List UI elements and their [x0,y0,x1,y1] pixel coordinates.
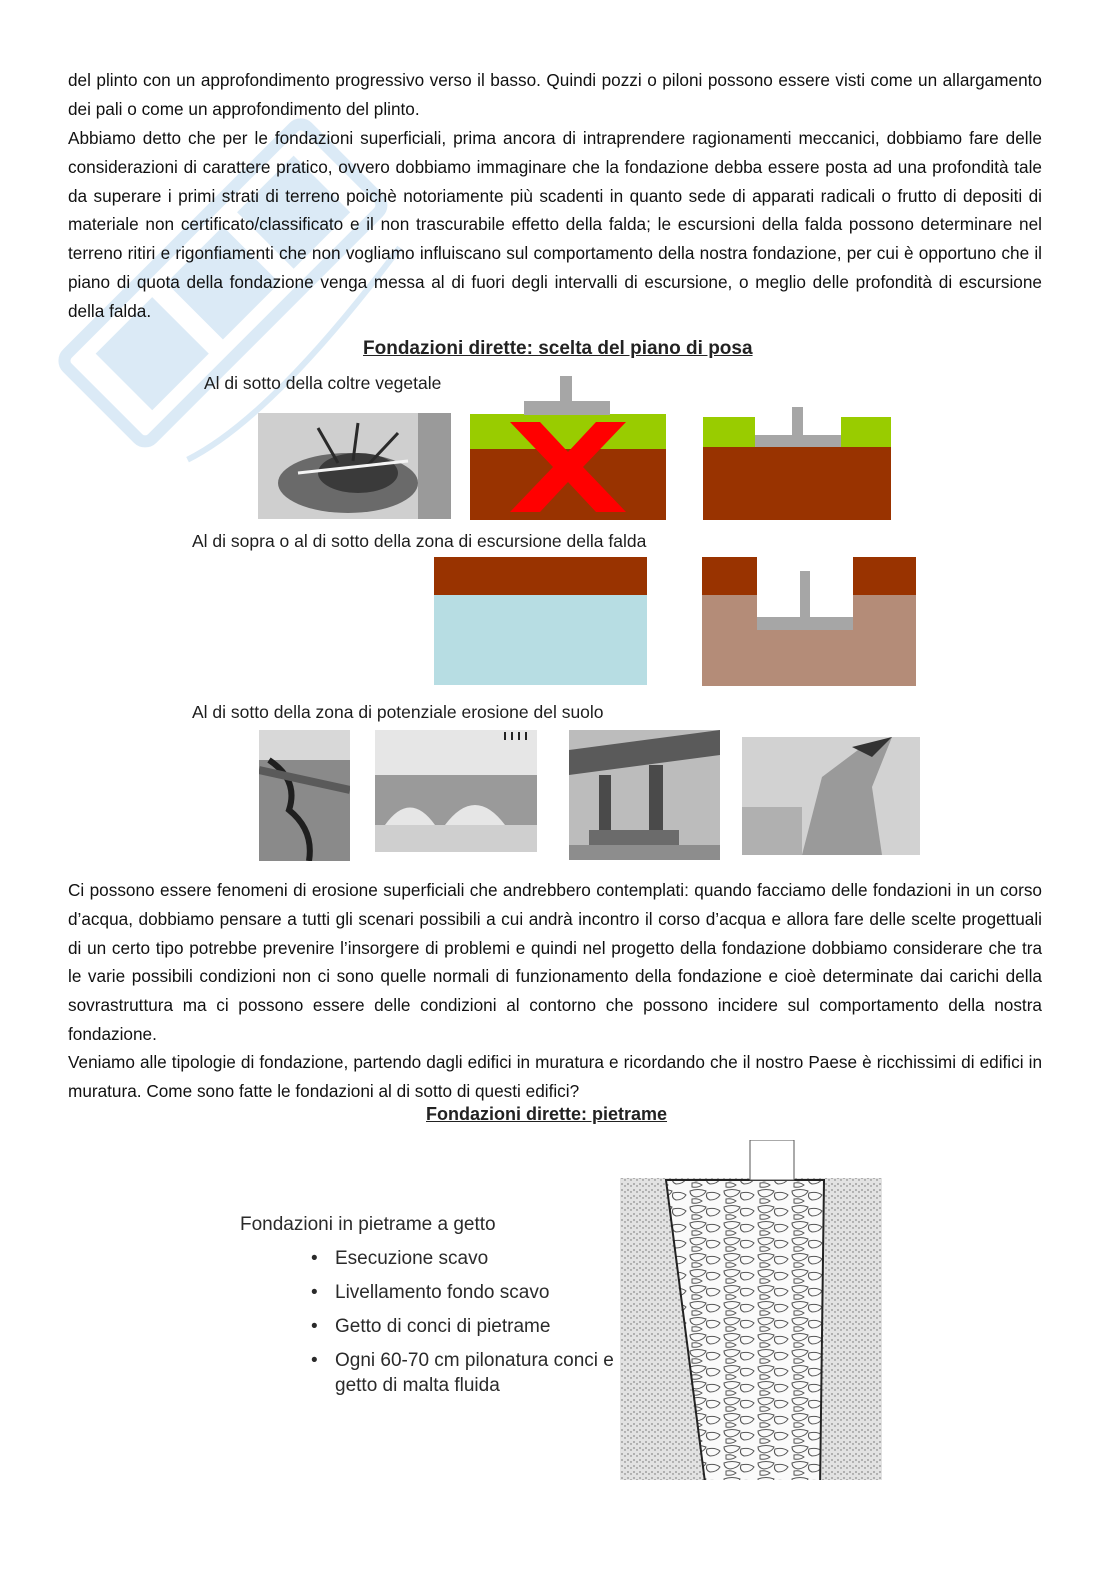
list-item: • Ogni 60-70 cm pilonatura conci e getto di malta fluida [335,1348,635,1398]
diagram-falda-below [702,557,916,686]
diagram-falda-above [434,557,647,685]
label-escursione-falda: Al di sopra o al di sotto della zona di escursione della falda [192,531,647,551]
paragraph-falda: Abbiamo detto che per le fondazioni superficiali, prima ancora di intraprendere ragionamenti meccanici, dobbiamo fare delle considerazioni di carattere pratico, ovvero dobbiamo immaginare che la fondazione debba essere posta ad una profondità tale da superare i primi strati di terreno poichè notoriamente più scadenti in quanto sede di apparati radicali o frutto di depositi di materiale non certificato/classificato e il non trascurabile effetto della falda; le escursioni della falda possono determinare nel terreno ritiri e rigonfiamenti che non vogliamo influiscano sul comportamento della nostra fondazione, per cui è opportuno che il piano di quota della fondazione venga messa al di fuori degli intervalli di escursione, o meglio delle profondità di escursione della falda. [68,128,1042,321]
list-item: • Livellamento fondo scavo [335,1280,635,1305]
label-erosione-suolo: Al di sotto della zona di potenziale erosione del suolo [192,702,604,722]
pietrame-list-title: Fondazioni in pietrame a getto [240,1214,496,1235]
list-item: • Getto di conci di pietrame [335,1314,635,1339]
photo-erosion-ditch [259,730,350,861]
pietrame-list [240,1214,635,1407]
paragraph-erosione: Ci possono essere fenomeni di erosione superficiali che andrebbero contemplati: quando facciamo delle fondazioni in un corso d’acqua, dobbiamo pensare a tutti gli scenari possibili a cui andrà incontro il corso d’acqua e allora fare delle scelte progettuali di un certo tipo potrebbe prevenire l’insorgere di problemi e quindi nel progetto della fondazione dobbiamo considerare che tra le varie possibili condizioni non ci sono quelle normali di funzionamento della fondazione e cioè determinate dai carichi della sovrastruttura ma ci possono essere delle condizioni al contorno che possono incidere sul comportamento della nostra fondazione. [68,880,1042,1044]
label-coltre-vegetale: Al di sotto della coltre vegetale [204,373,442,393]
paragraph-tipologie: Veniamo alle tipologie di fondazione, partendo dagli edifici in muratura e ricordando che il nostro Paese è ricchissimi di edifici in muratura. Come sono fatte le fondazioni al di sotto di questi edifici? [68,1052,1042,1101]
list-item: • Esecuzione scavo [335,1246,635,1271]
photo-bridge-arches [375,730,537,852]
photo-roots [258,413,451,519]
figure2-title: Fondazioni dirette: pietrame [426,1104,668,1124]
photo-bridge-piers [569,730,720,860]
diagram-good-footing [703,405,891,520]
diagram-bad-footing [470,372,666,520]
paragraph-intro: del plinto con un approfondimento progressivo verso il basso. Quindi pozzi o piloni possono essere visti come un allargamento dei pali o come un approfondimento del plinto. [68,70,1042,119]
photo-pier-scour [742,737,920,855]
figure1-title: Fondazioni dirette: scelta del piano di posa [363,338,753,359]
diagram-stone-foundation [620,1140,882,1492]
